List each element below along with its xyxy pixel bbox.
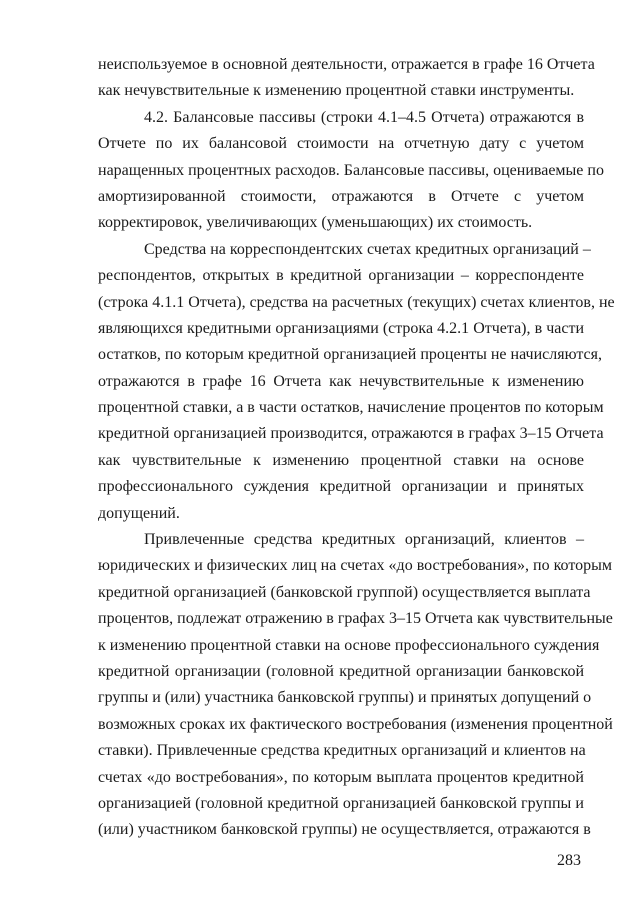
text-line: респондентов, открытых в кредитной организации – корреспонденте: [98, 267, 584, 285]
text-line: Отчете по их балансовой стоимости на отчетную дату с учетом: [98, 135, 584, 153]
text-line: корректировок, увеличивающих (уменьшающих) их стоимость.: [98, 214, 533, 232]
paragraph: [98, 527, 613, 844]
paragraph: [98, 105, 604, 237]
text-line: как чувствительные к изменению процентной ставки на основе: [98, 451, 584, 469]
text-line: возможных сроках их фактического востребования (изменения процентной: [98, 715, 613, 733]
text-line: остатков, по которым кредитной организацией проценты не начисляются,: [98, 346, 602, 364]
text-line: группы и (или) участника банковской группы) и принятых допущений о: [98, 689, 592, 707]
text-line: процентов, подлежат отражению в графах 3–15 Отчета как чувствительные: [98, 610, 613, 628]
text-line: юридических и физических лиц на счетах «до востребования», по которым: [98, 557, 612, 575]
page-number: 283: [557, 852, 581, 869]
paragraph: [98, 237, 615, 527]
text-line: 4.2. Балансовые пассивы (строки 4.1–4.5 Отчета) отражаются в: [144, 108, 584, 126]
text-line: амортизированной стоимости, отражаются в Отчете с учетом: [98, 187, 584, 205]
text-line: кредитной организации (головной кредитной организации банковской: [98, 662, 584, 680]
text-line: как нечувствительные к изменению процентной ставки инструменты.: [98, 82, 575, 100]
text-line: профессионального суждения кредитной организации и принятых: [98, 478, 584, 496]
text-line: кредитной организацией (банковской группой) осуществляется выплата: [98, 583, 591, 601]
text-line: к изменению процентной ставки на основе профессионального суждения: [98, 636, 600, 654]
text-line: являющихся кредитными организациями (строка 4.2.1 Отчета), в части: [98, 319, 584, 337]
text-line: наращенных процентных расходов. Балансовые пассивы, оцениваемые по: [98, 161, 604, 179]
text-line: неиспользуемое в основной деятельности, отражается в графе 16 Отчета: [98, 56, 595, 73]
text-line: ставки). Привлеченные средства кредитных организаций и клиентов на: [98, 742, 586, 760]
text-line: процентной ставки, а в части остатков, начисление процентов по которым: [98, 399, 604, 417]
text-line: Средства на корреспондентских счетах кредитных организаций –: [144, 240, 591, 258]
text-line: Привлеченные средства кредитных организаций, клиентов –: [144, 531, 584, 549]
body-text: [98, 52, 615, 844]
text-line: кредитной организацией производится, отражаются в графах 3–15 Отчета: [98, 425, 604, 443]
text-line: отражаются в графе 16 Отчета как нечувствительные к изменению: [98, 372, 584, 390]
text-line: (или) участником банковской группы) не осуществляется, отражаются в: [98, 821, 591, 839]
text-line: организацией (головной кредитной организацией банковской группы и: [98, 794, 584, 812]
text-line: счетах «до востребования», по которым выплата процентов кредитной: [98, 768, 584, 786]
document-page: [98, 52, 615, 844]
text-line: (строка 4.1.1 Отчета), средства на расчетных (текущих) счетах клиентов, не: [98, 293, 615, 311]
text-line: допущений.: [98, 504, 180, 522]
paragraph: [98, 52, 595, 105]
